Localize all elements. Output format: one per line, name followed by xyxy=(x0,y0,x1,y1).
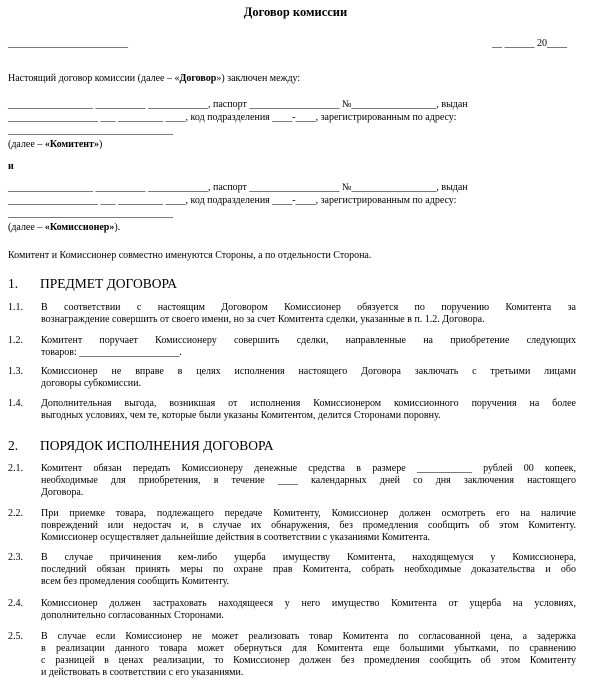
clause-number: 2.4. xyxy=(8,598,23,609)
clause-line: Комиссионер осуществляет дальнейшие действия в соответствии с указаниями Комитента. xyxy=(41,532,431,543)
clause-number: 2.5. xyxy=(8,631,23,642)
clause-line: последний обязан принять меры по охране прав Комитента, собрать необходимые доказательства и обо xyxy=(41,564,576,575)
alias-suffix: ) xyxy=(98,139,103,150)
clause-line: Комиссионер не вправе в целях исполнения настоящего Договора заключать с третьими лицами xyxy=(41,366,576,377)
parties-sentence: Комитент и Комиссионер совместно именуются Стороны, а по отдельности Сторона. xyxy=(8,250,372,261)
clause-number: 1.2. xyxy=(8,335,23,346)
clause-line: необходимые для приобретения, в течение ____ календарных дней со дня заключения настоящего xyxy=(41,475,576,486)
intro-text: Настоящий договор комиссии (далее – «Договор») заключен между: xyxy=(8,73,301,84)
section-title: ПОРЯДОК ИСПОЛНЕНИЯ ДОГОВОРА xyxy=(40,438,274,453)
clause-line: Комитент поручает Комиссионеру совершить сделки, направленные на приобретение следующих xyxy=(41,335,576,346)
clause-line: с разницей в ценах реализации, то Комиссионер должен без промедления сообщить об этом Комитенту xyxy=(41,655,576,666)
clause-number: 1.3. xyxy=(8,366,23,377)
clause-line: Комиссионер должен застраховать находящееся у него имущество Комитента от ущерба на условиях, xyxy=(41,598,576,609)
clause-line: товаров: ____________________. xyxy=(41,347,182,358)
date-line: __ ______ 20____ xyxy=(492,38,567,49)
section-number: 1. xyxy=(8,276,19,291)
clause-line: В случае причинения кем-либо ущерба имуществу Комитента, находящемуся у Комиссионера, xyxy=(41,552,576,563)
clause-line: в реализации данного товара может обернуться для Комитента еще большими убытками, по сравнению xyxy=(41,643,576,654)
clause-line: Дополнительная выгода, возникшая от исполнения Комиссионером комиссионного поручения на более xyxy=(41,398,576,409)
section-heading xyxy=(8,276,177,292)
clause-number: 1.4. xyxy=(8,398,23,409)
clause-line: всем без промедления сообщить Комитенту. xyxy=(41,576,230,587)
clause-line: повреждений или недостач и, в случае их обнаружения, без промедления сообщить об этом Комитенту. xyxy=(41,520,576,531)
conjunction-and: и xyxy=(8,161,14,172)
clause-line: В случае если Комиссионер не может реализовать товар Комитента по согласованной цена, а задержка xyxy=(41,631,576,642)
alias-prefix: (далее – xyxy=(8,139,45,150)
clause-line: дополнительно согласованных Сторонами. xyxy=(41,610,224,621)
clause-line: Комитент обязан передать Комиссионеру денежные средства в размере ___________ рублей 00 копеек, xyxy=(41,463,576,474)
party2-row3: _________________________________ xyxy=(8,208,173,219)
party1-row3: _________________________________ xyxy=(8,125,173,136)
document-title: Договор комиссии xyxy=(243,5,348,19)
clause-number: 2.3. xyxy=(8,552,23,563)
section-number: 2. xyxy=(8,438,19,453)
alias-suffix: ). xyxy=(114,222,121,233)
clause-number: 1.1. xyxy=(8,302,23,313)
komitent-term: «Комитент» xyxy=(44,139,99,150)
intro-paragraph xyxy=(8,73,300,85)
clause-number: 2.2. xyxy=(8,508,23,519)
clause-line: Договора. xyxy=(41,487,84,498)
clause-line: В соответствии с настоящим Договором Комиссионер обязуется по поручению Комитента за xyxy=(41,302,576,313)
party2-row1: _________________ __________ ____________, паспорт __________________ №_________________, выдан xyxy=(8,182,468,193)
clause-line: вознаграждение совершить от своего имени, но за счет Комитента сделки, указанные в п. 1.2. Договора. xyxy=(41,314,485,325)
party2-row2: __________________ ___ _________ ____, код подразделения ____-____, зарегистрированным по адресу: xyxy=(8,195,457,206)
dogovor-term: Договор xyxy=(179,73,217,84)
section-heading xyxy=(8,438,274,454)
party1-row2: __________________ ___ _________ ____, код подразделения ____-____, зарегистрированным по адресу: xyxy=(8,112,457,123)
komitent-alias xyxy=(8,139,102,151)
clause-line: и действовать в соответствии с его указаниями. xyxy=(41,667,244,678)
section-title: ПРЕДМЕТ ДОГОВОРА xyxy=(40,276,178,291)
place-blank: ________________________ xyxy=(8,38,128,49)
alias-prefix: (далее – xyxy=(8,222,45,233)
party1-row1: _________________ __________ ____________, паспорт __________________ №_________________, выдан xyxy=(8,99,468,110)
clause-line: При приемке товара, подлежащего передаче Комитенту, Комиссионер должен осмотреть его на наличие xyxy=(41,508,576,519)
clause-line: выгодных условиях, чем те, которые были указаны Комитентом, делится Сторонами поровну. xyxy=(41,410,441,421)
komissioner-term: «Комиссионер» xyxy=(44,222,115,233)
clause-number: 2.1. xyxy=(8,463,23,474)
komissioner-alias xyxy=(8,222,120,234)
clause-line: договоры субкомиссии. xyxy=(41,378,141,389)
